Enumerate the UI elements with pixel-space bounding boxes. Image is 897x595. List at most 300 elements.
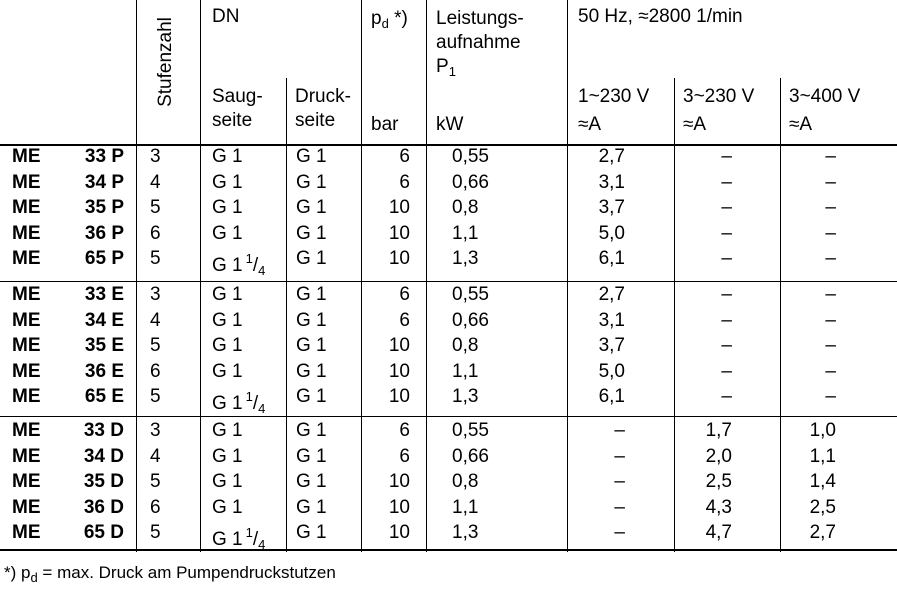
cell-stufenzahl-value: 3 [150, 284, 161, 305]
cell-druckseite [296, 223, 327, 245]
cell-stufenzahl-value: 4 [150, 445, 161, 467]
col-divider [136, 0, 137, 552]
cell-pd [370, 522, 410, 544]
cell-a-1x230-value: 6,1 [598, 248, 625, 269]
cell-pd [370, 386, 410, 408]
cell-a-3x230 [684, 310, 732, 332]
cell-stufenzahl-value: 6 [150, 222, 161, 244]
cell-stufenzahl [150, 335, 161, 357]
cell-pd [370, 172, 410, 194]
cell-model-value: 65 P [84, 248, 124, 269]
cell-saugseite [212, 335, 243, 357]
cell-a-3x400 [790, 386, 836, 408]
cell-pd [370, 420, 410, 442]
cell-model [62, 284, 124, 306]
cell-a-3x230-value: – [721, 171, 732, 193]
cell-model-value: 65 E [84, 386, 124, 407]
cell-p1-value: 1,3 [452, 248, 479, 269]
cell-saugseite [212, 146, 243, 168]
cell-stufenzahl-value: 4 [150, 171, 161, 193]
cell-p1 [452, 361, 478, 383]
header-pd [371, 8, 408, 35]
cell-druckseite-value: G 1 [296, 471, 327, 492]
cell-a-1x230-value: – [614, 522, 625, 543]
cell-druckseite-value: G 1 [296, 248, 327, 269]
cell-stufenzahl-value: 5 [150, 522, 161, 543]
cell-series [12, 522, 41, 544]
cell-a-1x230 [580, 310, 625, 332]
cell-p1-value: 1,1 [452, 360, 479, 382]
cell-p1 [452, 497, 478, 519]
cell-druckseite-value: G 1 [296, 222, 327, 244]
cell-series-value: ME [12, 522, 41, 543]
cell-series [12, 197, 41, 219]
cell-a-1x230-value: 5,0 [598, 360, 625, 382]
cell-series [12, 446, 41, 468]
cell-series [12, 172, 41, 194]
header-leistung-unit: kW [436, 114, 464, 135]
cell-a-3x400 [790, 335, 836, 357]
cell-a-1x230 [580, 223, 625, 245]
cell-a-3x230-value: 2,5 [705, 471, 732, 492]
cell-a-3x400-value: 1,1 [809, 445, 836, 467]
cell-pd [370, 197, 410, 219]
cell-stufenzahl-value: 4 [150, 309, 161, 331]
header-pd-footnote-mark: *) [388, 8, 408, 29]
cell-series [12, 284, 41, 306]
cell-p1 [452, 197, 478, 219]
table-bottom-rule [0, 549, 897, 551]
cell-pd [370, 361, 410, 383]
cell-druckseite [296, 361, 327, 383]
cell-p1-value: 0,66 [452, 445, 489, 467]
cell-saugseite [212, 361, 243, 383]
cell-series [12, 310, 41, 332]
cell-a-3x400-value: – [825, 309, 836, 331]
cell-saugseite-value: G 1 [212, 146, 243, 167]
cell-series [12, 420, 41, 442]
cell-saugseite-value: G 1 [212, 197, 243, 218]
cell-pd-value: 6 [399, 420, 410, 441]
cell-stufenzahl [150, 172, 161, 194]
cell-p1-value: 0,8 [452, 197, 479, 218]
cell-model-value: 33 D [83, 420, 124, 441]
cell-series-value: ME [12, 146, 41, 167]
cell-druckseite [296, 146, 327, 168]
cell-a-1x230 [580, 471, 625, 493]
cell-druckseite-value: G 1 [296, 309, 327, 331]
cell-a-3x400-value: – [825, 335, 836, 356]
header-druckseite-2: seite [295, 110, 336, 131]
col-divider [286, 78, 287, 552]
cell-p1-value: 1,1 [452, 222, 479, 244]
col-divider [200, 0, 201, 552]
cell-a-1x230 [580, 284, 625, 306]
col-divider [426, 0, 427, 552]
cell-druckseite-value: G 1 [296, 197, 327, 218]
cell-a-1x230 [580, 335, 625, 357]
cell-pd-value: 10 [388, 496, 410, 518]
cell-p1-value: 1,1 [452, 496, 479, 518]
cell-saugseite-value: G 1 [212, 496, 243, 518]
cell-a-3x400-value: – [825, 197, 836, 218]
cell-model-value: 34 E [84, 309, 124, 331]
cell-model-value: 35 P [84, 197, 124, 218]
cell-model [62, 420, 124, 442]
cell-saugseite-value: G 1 [212, 529, 243, 550]
cell-series-value: ME [12, 471, 41, 492]
cell-saugseite [212, 386, 265, 420]
cell-druckseite-value: G 1 [296, 420, 327, 441]
cell-a-3x400 [790, 248, 836, 270]
cell-pd [370, 497, 410, 519]
cell-p1 [452, 248, 478, 270]
cell-series [12, 146, 41, 168]
cell-a-3x230 [684, 146, 732, 168]
cell-druckseite [296, 248, 327, 270]
cell-series-value: ME [12, 248, 41, 269]
cell-druckseite [296, 335, 327, 357]
cell-a-3x400 [790, 284, 836, 306]
cell-a-3x230-value: 2,0 [705, 445, 732, 467]
cell-druckseite-value: G 1 [296, 360, 327, 382]
cell-p1-value: 1,3 [452, 386, 479, 407]
cell-pd [370, 284, 410, 306]
cell-model [62, 446, 124, 468]
col-divider [780, 78, 781, 552]
cell-model-value: 36 D [83, 496, 124, 518]
cell-stufenzahl [150, 361, 161, 383]
cell-saugseite-value: G 1 [212, 284, 243, 305]
footnote [4, 563, 336, 585]
cell-saugseite [212, 497, 243, 519]
cell-druckseite [296, 284, 327, 306]
cell-pd-value: 6 [399, 445, 410, 467]
cell-series-value: ME [12, 335, 41, 356]
cell-pd-value: 10 [388, 335, 410, 356]
cell-a-1x230 [580, 172, 625, 194]
cell-model-value: 35 D [83, 471, 124, 492]
cell-a-3x230-value: – [721, 386, 732, 407]
cell-stufenzahl-value: 5 [150, 471, 161, 492]
cell-p1-value: 1,3 [452, 522, 479, 543]
cell-model-value: 36 E [84, 360, 124, 382]
cell-stufenzahl [150, 223, 161, 245]
cell-a-3x400-value: – [825, 146, 836, 167]
cell-stufenzahl-value: 6 [150, 496, 161, 518]
cell-saugseite-value: G 1 [212, 471, 243, 492]
cell-a-3x400 [790, 471, 836, 493]
cell-a-3x230 [684, 223, 732, 245]
header-dn: DN [212, 6, 240, 27]
cell-stufenzahl-value: 5 [150, 197, 161, 218]
cell-a-1x230-value: 3,7 [598, 197, 625, 218]
cell-a-3x230-value: – [721, 284, 732, 305]
cell-p1 [452, 223, 478, 245]
cell-stufenzahl-value: 3 [150, 420, 161, 441]
cell-druckseite [296, 197, 327, 219]
cell-a-3x400 [790, 310, 836, 332]
header-druckseite-1: Druck- [295, 86, 351, 107]
header-voltage-2: 3~230 V [683, 86, 755, 107]
cell-saugseite [212, 223, 243, 245]
cell-druckseite-value: G 1 [296, 146, 327, 167]
header-stufenzahl: Stufenzahl [155, 17, 176, 107]
cell-model [62, 248, 124, 270]
cell-pd-value: 6 [399, 146, 410, 167]
cell-model [62, 386, 124, 408]
cell-a-3x400 [790, 172, 836, 194]
cell-p1 [452, 471, 478, 493]
cell-p1 [452, 522, 478, 544]
cell-a-3x230-value: 4,3 [705, 496, 732, 518]
col-divider [361, 0, 362, 552]
header-pd-subscript: d [381, 16, 389, 31]
cell-druckseite [296, 497, 327, 519]
cell-model [62, 310, 124, 332]
cell-series [12, 386, 41, 408]
cell-model-value: 35 E [84, 335, 124, 356]
cell-a-3x230 [684, 284, 732, 306]
header-voltage-1: 1~230 V [578, 86, 650, 107]
cell-druckseite [296, 446, 327, 468]
cell-model [62, 471, 124, 493]
cell-a-1x230 [580, 522, 625, 544]
cell-a-3x400-value: 2,7 [809, 522, 836, 543]
cell-a-3x230 [684, 361, 732, 383]
cell-series-value: ME [12, 284, 41, 305]
cell-pd [370, 310, 410, 332]
cell-pd [370, 223, 410, 245]
footnote-marker: *) p [4, 563, 31, 582]
footnote-subscript: d [30, 570, 38, 585]
cell-saugseite-value: G 1 [212, 222, 243, 244]
cell-pd-value: 10 [388, 471, 410, 492]
cell-stufenzahl-value: 5 [150, 248, 161, 269]
header-leistung-1: Leistungs- [436, 8, 524, 29]
cell-model-value: 33 E [84, 284, 124, 305]
cell-stufenzahl-value: 5 [150, 386, 161, 407]
cell-series-value: ME [12, 197, 41, 218]
cell-a-1x230 [580, 146, 625, 168]
cell-p1 [452, 284, 489, 306]
cell-model-value: 36 P [84, 222, 124, 244]
cell-saugseite [212, 522, 265, 556]
cell-a-3x400-value: – [825, 360, 836, 382]
cell-pd [370, 335, 410, 357]
header-p1-symbol: P [436, 56, 449, 77]
cell-a-3x400 [790, 361, 836, 383]
cell-a-3x400 [790, 522, 836, 544]
header-saugseite-2: seite [212, 110, 253, 131]
cell-p1-value: 0,55 [452, 284, 489, 305]
cell-p1 [452, 335, 478, 357]
cell-model-value: 34 P [84, 171, 124, 193]
cell-pd-value: 6 [399, 171, 410, 193]
cell-p1-value: 0,55 [452, 420, 489, 441]
cell-druckseite [296, 172, 327, 194]
cell-saugseite [212, 284, 243, 306]
cell-stufenzahl [150, 284, 161, 306]
cell-model [62, 522, 124, 544]
cell-a-1x230 [580, 197, 625, 219]
cell-pd [370, 446, 410, 468]
cell-a-3x230-value: – [721, 197, 732, 218]
cell-stufenzahl [150, 310, 161, 332]
cell-a-3x230 [684, 172, 732, 194]
cell-a-3x230 [684, 386, 732, 408]
cell-a-1x230-value: 6,1 [598, 386, 625, 407]
cell-a-3x230-value: – [721, 309, 732, 331]
cell-a-1x230 [580, 361, 625, 383]
cell-p1-value: 0,8 [452, 335, 479, 356]
cell-stufenzahl [150, 497, 161, 519]
header-voltage-3: 3~400 V [789, 86, 861, 107]
cell-druckseite [296, 386, 327, 408]
cell-stufenzahl [150, 386, 161, 408]
cell-p1 [452, 420, 489, 442]
cell-saugseite [212, 446, 243, 468]
cell-saugseite-value: G 1 [212, 335, 243, 356]
cell-pd-value: 10 [388, 386, 410, 407]
header-leistung-p1 [436, 56, 456, 83]
cell-druckseite [296, 310, 327, 332]
cell-a-3x400-value: – [825, 248, 836, 269]
cell-a-1x230-value: – [614, 496, 625, 518]
footnote-text: = max. Druck am Pumpendruckstutzen [37, 563, 336, 582]
cell-a-3x400 [790, 497, 836, 519]
cell-a-3x230-value: – [721, 248, 732, 269]
cell-druckseite-value: G 1 [296, 171, 327, 193]
cell-saugseite-value: G 1 [212, 393, 243, 414]
cell-series-value: ME [12, 171, 41, 193]
cell-a-1x230-value: 3,1 [598, 309, 625, 331]
cell-series [12, 471, 41, 493]
cell-series [12, 335, 41, 357]
cell-model-value: 33 P [84, 146, 124, 167]
cell-saugseite [212, 471, 243, 493]
cell-druckseite-value: G 1 [296, 496, 327, 518]
cell-saugseite-fraction: $^1/_4$ [245, 525, 266, 552]
cell-stufenzahl [150, 197, 161, 219]
header-saugseite-1: Saug- [212, 86, 263, 107]
header-ampere-3: ≈A [789, 114, 813, 135]
group-divider [0, 281, 897, 282]
cell-a-1x230 [580, 248, 625, 270]
cell-p1-value: 0,66 [452, 309, 489, 331]
cell-pd-value: 6 [399, 284, 410, 305]
cell-a-1x230-value: 3,7 [598, 335, 625, 356]
cell-a-1x230-value: – [614, 471, 625, 492]
cell-a-3x400 [790, 223, 836, 245]
cell-saugseite-value: G 1 [212, 171, 243, 193]
cell-stufenzahl [150, 522, 161, 544]
header-leistung-2: aufnahme [436, 32, 521, 53]
cell-saugseite-value: G 1 [212, 360, 243, 382]
cell-p1 [452, 172, 489, 194]
cell-p1 [452, 310, 489, 332]
cell-a-1x230-value: – [614, 445, 625, 467]
cell-a-1x230 [580, 446, 625, 468]
cell-saugseite [212, 310, 243, 332]
cell-a-3x230-value: – [721, 335, 732, 356]
cell-series [12, 223, 41, 245]
cell-a-1x230 [580, 386, 625, 408]
cell-druckseite-value: G 1 [296, 522, 327, 543]
cell-series-value: ME [12, 309, 41, 331]
cell-stufenzahl [150, 471, 161, 493]
cell-model [62, 223, 124, 245]
cell-a-1x230-value: 2,7 [598, 146, 625, 167]
cell-druckseite [296, 522, 327, 544]
header-pd-unit: bar [371, 114, 399, 135]
cell-series [12, 361, 41, 383]
cell-pd-value: 10 [388, 522, 410, 543]
cell-a-3x230-value: 4,7 [705, 522, 732, 543]
cell-saugseite-value: G 1 [212, 255, 243, 276]
cell-stufenzahl [150, 446, 161, 468]
cell-p1-value: 0,55 [452, 146, 489, 167]
cell-druckseite [296, 420, 327, 442]
col-divider [674, 78, 675, 552]
cell-a-3x230-value: – [721, 146, 732, 167]
cell-a-3x400-value: – [825, 284, 836, 305]
cell-a-1x230-value: – [614, 420, 625, 441]
header-frequency: 50 Hz, ≈2800 1/min [578, 6, 743, 27]
cell-model-value: 34 D [83, 445, 124, 467]
cell-saugseite-value: G 1 [212, 445, 243, 467]
cell-a-3x400-value: – [825, 386, 836, 407]
header-ampere-2: ≈A [683, 114, 707, 135]
cell-model [62, 497, 124, 519]
cell-saugseite [212, 197, 243, 219]
cell-a-3x400 [790, 197, 836, 219]
header-rule [0, 144, 897, 146]
cell-stufenzahl [150, 146, 161, 168]
cell-series-value: ME [12, 445, 41, 467]
cell-model-value: 65 D [83, 522, 124, 543]
cell-druckseite-value: G 1 [296, 386, 327, 407]
cell-series-value: ME [12, 360, 41, 382]
cell-saugseite-value: G 1 [212, 309, 243, 331]
cell-saugseite [212, 172, 243, 194]
cell-a-3x230 [684, 471, 732, 493]
cell-p1 [452, 446, 489, 468]
cell-saugseite-fraction: $^1/_4$ [245, 251, 266, 278]
cell-a-3x400-value: – [825, 222, 836, 244]
cell-a-3x230-value: – [721, 360, 732, 382]
cell-a-3x400 [790, 420, 836, 442]
cell-stufenzahl [150, 420, 161, 442]
cell-a-3x230-value: 1,7 [705, 420, 732, 441]
cell-a-3x230 [684, 197, 732, 219]
cell-druckseite-value: G 1 [296, 284, 327, 305]
cell-p1-value: 0,8 [452, 471, 479, 492]
cell-a-1x230-value: 5,0 [598, 222, 625, 244]
cell-pd-value: 10 [388, 248, 410, 269]
cell-a-3x230 [684, 420, 732, 442]
cell-series-value: ME [12, 222, 41, 244]
cell-series-value: ME [12, 496, 41, 518]
cell-pd-value: 10 [388, 360, 410, 382]
cell-model [62, 146, 124, 168]
cell-a-1x230-value: 2,7 [598, 284, 625, 305]
header-ampere-1: ≈A [578, 114, 602, 135]
cell-model [62, 197, 124, 219]
cell-saugseite [212, 420, 243, 442]
cell-druckseite-value: G 1 [296, 445, 327, 467]
col-divider [567, 0, 568, 552]
